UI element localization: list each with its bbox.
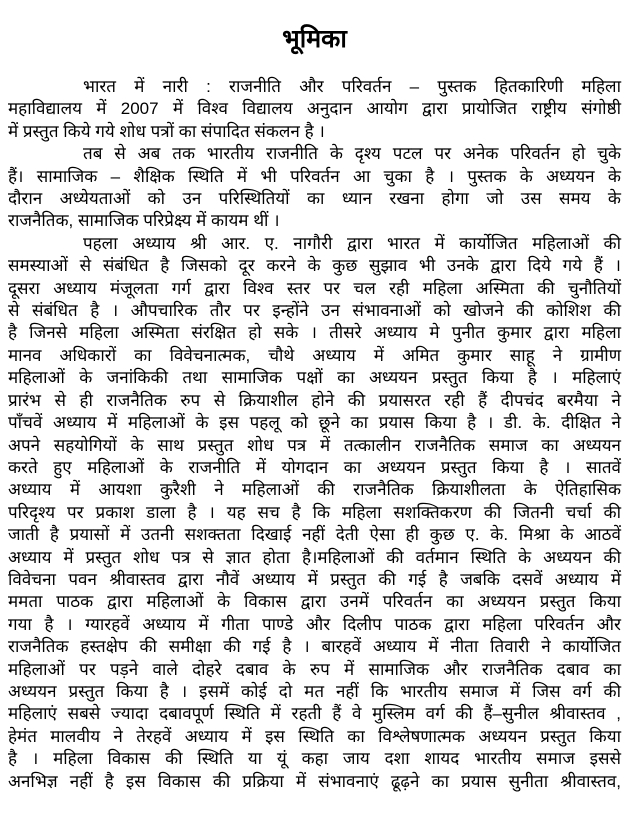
text-line: परिदृश्य पर प्रकाश डाला है । यह सच है कि महिला सशक्तिकरण की जितनी चर्चा की bbox=[8, 502, 621, 522]
text-line: विवेचना पवन श्रीवास्तव द्वारा नौवें अध्याय में प्रस्तुत की गई है जबकि दसवें अध्याय में bbox=[8, 569, 621, 589]
text-line: ममता पाठक द्वारा महिलाओं के विकास द्वारा उनमें परिवर्तन का अध्ययन प्रस्तुत किया bbox=[8, 592, 621, 612]
text-line: राजनैतिक हस्तक्षेप की समीक्षा की गई है । बारहवें अध्याय में नीता तिवारी ने कार्योजित bbox=[8, 637, 621, 657]
text-line: अनभिज्ञ नहीं है इस विकास की प्रक्रिया में संभावनाएं ढूढ़ने का प्रयास सुनीता श्रीवास्तव, bbox=[8, 771, 621, 791]
text-line: पहला अध्याय श्री आर. ए. नागौरी द्वारा भारत में कार्योजित महिलाओं की bbox=[83, 233, 621, 253]
text-line: प्रारंभ से ही राजनैतिक रुप से क्रियाशील होने की प्रयासरत रही हैं दीपचंद बरमैया ने bbox=[8, 390, 621, 410]
text-line: मानव अधिकारों का विवेचनात्मक, चौथे अध्याय में अमित कुमार साहू ने ग्रामीण bbox=[8, 345, 621, 365]
text-line: है । महिला विकास की स्थिति या यूं कहा जाय दशा शायद भारतीय समाज इससे bbox=[8, 749, 621, 769]
text-line: महिलाएं सबसे ज्यादा दबावपूर्ण स्थिति में रहती हैं वे मुस्लिम वर्ग की हैं–सुनील श्रीवास्तव , bbox=[8, 704, 621, 724]
text-line: महाविद्यालय में 2007 में विश्व विद्यालय अनुदान आयोग द्वारा प्रायोजित राष्ट्रीय संगोष्ठी bbox=[8, 99, 621, 119]
text-line: भारत में नारी : राजनीति और परिवर्तन – पुस्तक हितकारिणी महिला bbox=[83, 77, 621, 96]
text-line: पाँचवें अध्याय में महिलाओं के इस पहलू को छूने का प्रयास किया है । डी. के. दीक्षित ने bbox=[8, 413, 621, 433]
text-line: राजनैतिक, सामाजिक परिप्रेक्ष्य में कायम थीं । bbox=[8, 211, 280, 231]
text-line: दौरान अध्येयताओं को उन परिस्थितियों का ध्यान रखना होगा जो उस समय के bbox=[8, 189, 621, 209]
text-line: से संबंधित है । औपचारिक तौर पर इन्होंने उन संभावनाओं को खोजने की कोशिश की bbox=[8, 301, 621, 321]
text-line: जाती है प्रयासों में उतनी सशक्तता दिखाई नहीं देती ऐसा ही कुछ ए. के. मिश्रा के आठवें bbox=[8, 525, 621, 545]
text-line: गया है । ग्यारहवें अध्याय में गीता पाण्डे और दिलीप पाठक द्वारा महिला परिवर्तन और bbox=[8, 614, 621, 634]
text-line: तब से अब तक भारतीय राजनीति के दृश्य पटल पर अनेक परिवर्तन हो चुके bbox=[83, 144, 621, 164]
paragraph-context bbox=[8, 143, 621, 233]
text-line: हेमंत मालवीय ने तेरहवें अध्याय में इस स्थिति का विश्लेषणात्मक अध्ययन प्रस्तुत किया bbox=[8, 726, 621, 746]
paragraph-intro bbox=[8, 76, 621, 143]
text-line: हैं। सामाजिक – शैक्षिक स्थिति में भी परिवर्तन आ चुका है । पुस्तक के अध्ययन के bbox=[8, 166, 621, 186]
text-line: महिलाओं पर पड़ने वाले दोहरे दबाव के रुप में सामाजिक और राजनैतिक दबाव का bbox=[8, 659, 621, 679]
text-line: अध्याय में आयशा कुरैशी ने महिलाओं की राजनैतिक क्रियाशीलता के ऐतिहासिक bbox=[8, 480, 621, 500]
document-body bbox=[8, 76, 621, 793]
text-line: अपने सहयोगियों के साथ प्रस्तुत शोध पत्र में तत्कालीन राजनैतिक समाज का अध्ययन bbox=[8, 435, 621, 455]
text-line: समस्याओं से संबंधित है जिसको दूर करने के कुछ सुझाव भी उनके द्वारा दिये गये हैं । bbox=[8, 256, 621, 276]
text-line: अध्याय में प्रस्तुत शोध पत्र से ज्ञात होता है।महिलाओं की वर्तमान स्थिति के अध्ययन की bbox=[8, 547, 621, 567]
text-line: है जिनसे महिला अस्मिता संरक्षित हो सके । तीसरे अध्याय मे पुनीत कुमार द्वारा महिला bbox=[8, 323, 621, 343]
text-line: करते हुए महिलाओं के राजनीति में योगदान का अध्ययन प्रस्तुत किया है । सातवें bbox=[8, 457, 621, 477]
page-title: भूमिका bbox=[282, 25, 347, 53]
paragraph-chapters bbox=[8, 233, 621, 793]
text-line: में प्रस्तुत किये गये शोध पत्रों का संपादित संकलन है । bbox=[8, 121, 325, 141]
text-line: दूसरा अध्याय मंजूलता गर्ग द्वारा विश्व स्तर पर चल रही महिला अस्मिता की चुनौतियों bbox=[8, 278, 621, 298]
text-line: महिलाओं के जनांकिकी तथा सामाजिक पक्षों का अध्ययन प्रस्तुत किया है । महिलाएं bbox=[8, 368, 621, 388]
text-line: अध्ययन प्रस्तुत किया है । इसमें कोई दो मत नहीं कि भारतीय समाज में जिस वर्ग की bbox=[8, 681, 621, 701]
